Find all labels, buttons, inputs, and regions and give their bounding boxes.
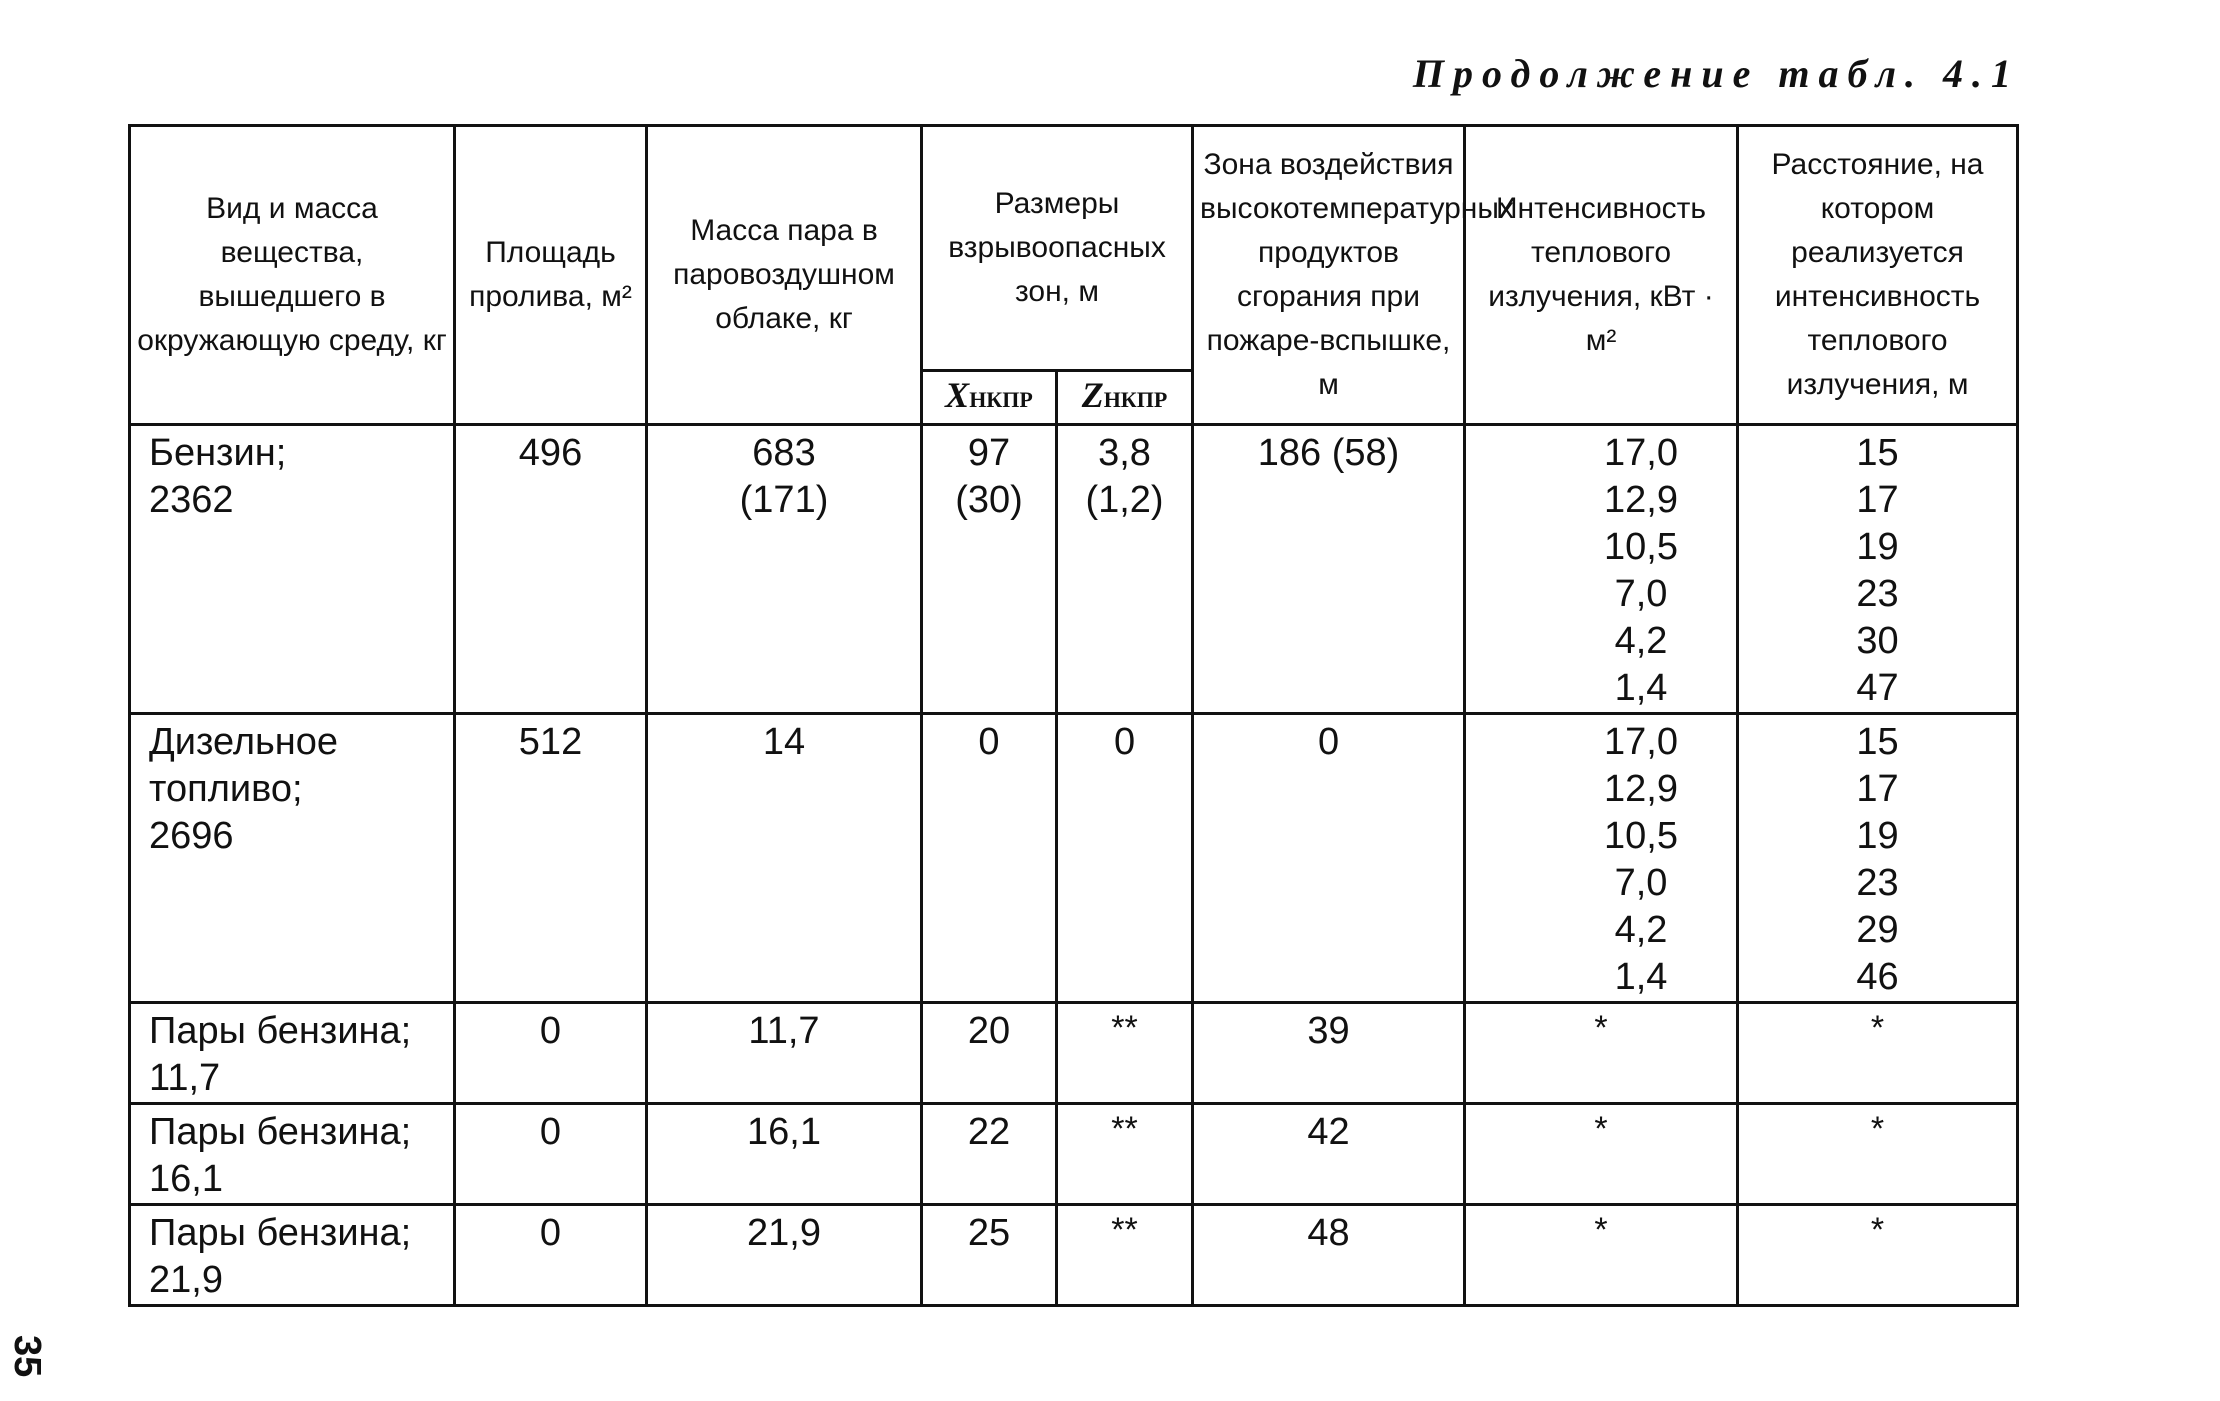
cell-intensity: *: [1465, 1104, 1738, 1205]
cell-area: 496: [455, 425, 647, 714]
cell-zone: 186 (58): [1193, 425, 1465, 714]
cell-mass: 21,9: [647, 1205, 922, 1306]
cell-zone: 42: [1193, 1104, 1465, 1205]
cell-distance: *: [1738, 1003, 2018, 1104]
table-caption: Продолжение табл. 4.1: [1412, 51, 2020, 96]
cell-distance: *: [1738, 1205, 2018, 1306]
cell-area: 0: [455, 1003, 647, 1104]
header-z-nkpr: ZНКПР: [1057, 371, 1193, 425]
cell-x: 25: [922, 1205, 1057, 1306]
cell-substance: Пары бензина; 16,1: [130, 1104, 455, 1205]
header-radiation-intensity: Интенсивность теплового излучения, кВт · м²: [1465, 126, 1738, 425]
header-x-nkpr: XНКПР: [922, 371, 1057, 425]
table-row: [130, 425, 2018, 714]
cell-distance: 15 17 19 23 29 46: [1738, 714, 2018, 1003]
cell-zone: 0: [1193, 714, 1465, 1003]
header-vapor-mass: Масса пара в паровоздушном облаке, кг: [647, 126, 922, 425]
cell-z: **: [1057, 1003, 1193, 1104]
cell-mass: 683 (171): [647, 425, 922, 714]
cell-substance: Пары бензина; 11,7: [130, 1003, 455, 1104]
table-row: [130, 1205, 2018, 1306]
header-spill-area: Площадь пролива, м²: [455, 126, 647, 425]
table-row: [130, 1104, 2018, 1205]
table-row: [130, 714, 2018, 1003]
cell-intensity: *: [1465, 1003, 1738, 1104]
header-distance: Расстояние, на котором реализуется интенсивность теплового излучения, м: [1738, 126, 2018, 425]
cell-zone: 39: [1193, 1003, 1465, 1104]
cell-mass: 16,1: [647, 1104, 922, 1205]
cell-intensity: 17,0 12,9 10,5 7,0 4,2 1,4: [1465, 714, 1738, 1003]
data-table: [128, 124, 2019, 1307]
page-number: 35: [6, 1335, 48, 1378]
cell-zone: 48: [1193, 1205, 1465, 1306]
cell-distance: 15 17 19 23 30 47: [1738, 425, 2018, 714]
cell-area: 512: [455, 714, 647, 1003]
cell-distance: *: [1738, 1104, 2018, 1205]
cell-intensity: *: [1465, 1205, 1738, 1306]
cell-x: 20: [922, 1003, 1057, 1104]
header-flash-fire-zone: Зона воздействия высокотемпературных продуктов сгорания при пожаре-вспышке, м: [1193, 126, 1465, 425]
table-row: [130, 1003, 2018, 1104]
cell-z: 3,8 (1,2): [1057, 425, 1193, 714]
cell-z: 0: [1057, 714, 1193, 1003]
header-substance: Вид и масса вещества, вышедшего в окружающую среду, кг: [130, 126, 455, 425]
cell-x: 0: [922, 714, 1057, 1003]
header-explosive-zones: Размеры взрывоопасных зон, м: [922, 126, 1193, 371]
cell-area: 0: [455, 1104, 647, 1205]
cell-z: **: [1057, 1205, 1193, 1306]
cell-x: 22: [922, 1104, 1057, 1205]
cell-z: **: [1057, 1104, 1193, 1205]
cell-substance: Дизельное топливо; 2696: [130, 714, 455, 1003]
cell-substance: Пары бензина; 21,9: [130, 1205, 455, 1306]
cell-mass: 11,7: [647, 1003, 922, 1104]
cell-mass: 14: [647, 714, 922, 1003]
cell-substance: Бензин; 2362: [130, 425, 455, 714]
cell-x: 97 (30): [922, 425, 1057, 714]
cell-area: 0: [455, 1205, 647, 1306]
cell-intensity: 17,0 12,9 10,5 7,0 4,2 1,4: [1465, 425, 1738, 714]
